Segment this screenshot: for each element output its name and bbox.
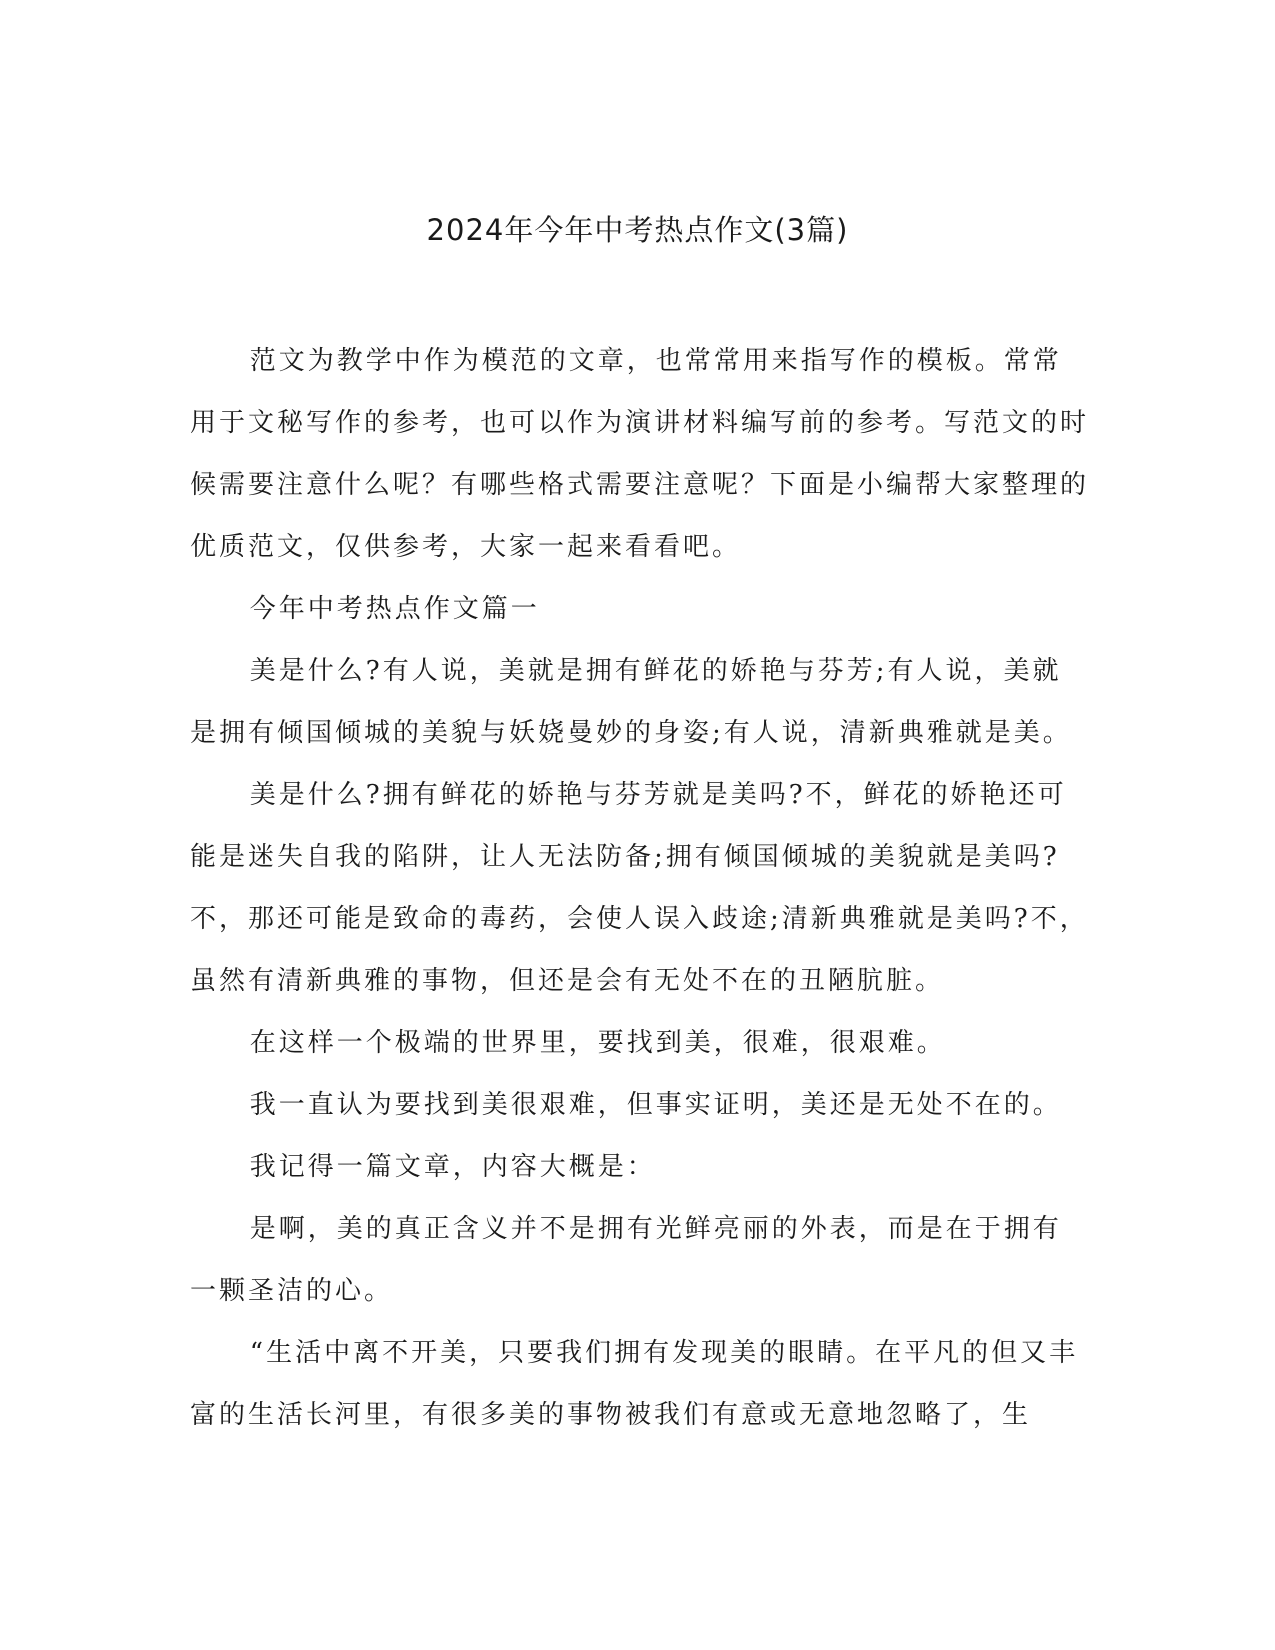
document-title: 2024年今年中考热点作文(3篇) (426, 213, 849, 247)
body-paragraph: 在这样一个极端的世界里，要找到美，很难，很艰难。 (249, 1028, 946, 1058)
body-paragraph: 是啊，美的真正含义并不是拥有光鲜亮丽的外表，而是在于拥有一颗圣洁的心。 (190, 1214, 1062, 1306)
body-paragraph: 美是什么?拥有鲜花的娇艳与芬芳就是美吗?不，鲜花的娇艳还可能是迷失自我的陷阱，让人无法防备;拥有倾国倾城的美貌就是美吗?不，那还可能是致命的毒药，会使人误入歧途;清新典雅就是美吗?不，虽然有清新典雅的事物，但还是会有无处不在的丑陋肮脏。 (190, 780, 1089, 996)
body-paragraph: “生活中离不开美，只要我们拥有发现美的眼睛。在平凡的但又丰富的生活长河里，有很多美的事物被我们有意或无意地忽略了，生 (190, 1338, 1079, 1430)
body-paragraph: 美是什么?有人说，美就是拥有鲜花的娇艳与芬芳;有人说，美就是拥有倾国倾城的美貌与妖娆曼妙的身姿;有人说，清新典雅就是美。 (190, 656, 1072, 748)
body-paragraph: 我记得一篇文章，内容大概是： (249, 1152, 656, 1182)
section-heading: 今年中考热点作文篇一 (249, 594, 540, 624)
body-paragraph: 我一直认为要找到美很艰难，但事实证明，美还是无处不在的。 (249, 1090, 1062, 1120)
intro-paragraph: 范文为教学中作为模范的文章，也常常用来指写作的模板。常常用于文秘写作的参考，也可以作为演讲材料编写前的参考。写范文的时候需要注意什么呢？有哪些格式需要注意呢？下面是小编帮大家整理的优质范文，仅供参考，大家一起来看看吧。 (190, 346, 1090, 562)
document-body (190, 330, 1090, 1446)
